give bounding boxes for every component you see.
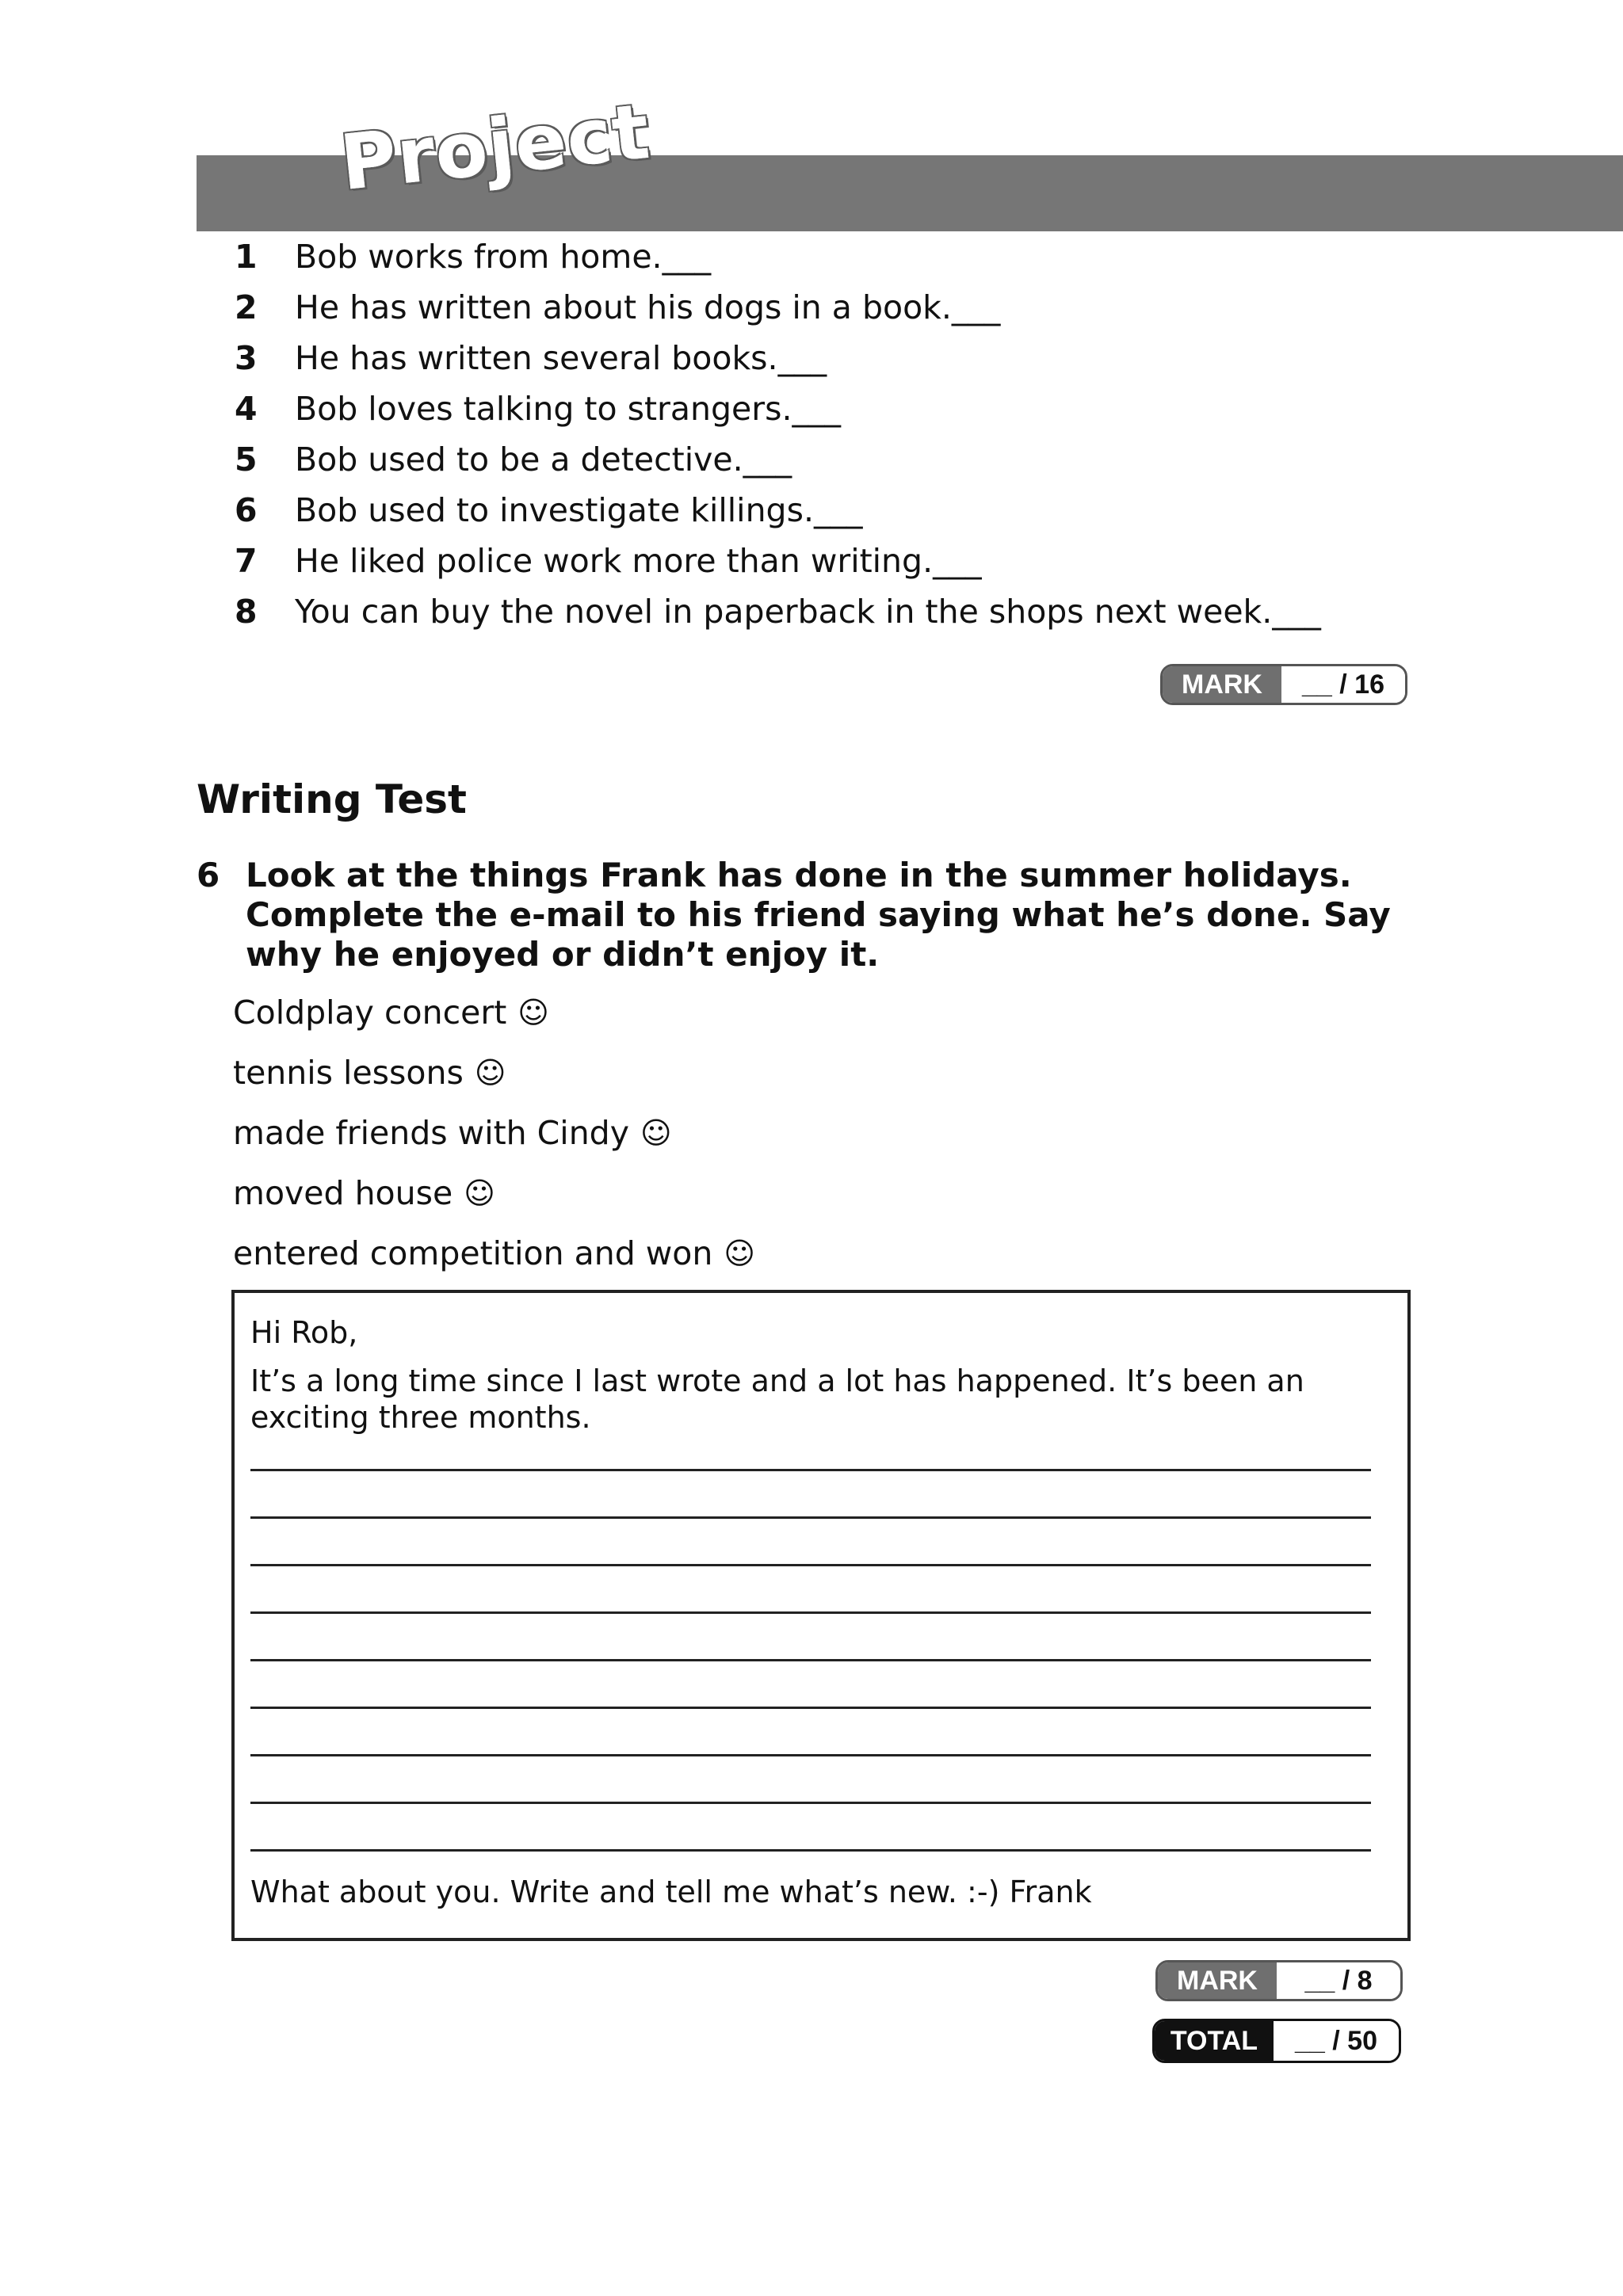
question-item xyxy=(235,333,1321,383)
question-number: 8 xyxy=(235,593,258,631)
writing-line[interactable] xyxy=(250,1516,1371,1519)
project-logo: Project xyxy=(336,86,655,208)
smiley-icon: ☺ xyxy=(517,995,549,1030)
writing-line[interactable] xyxy=(250,1707,1371,1709)
mark-box-reading xyxy=(1160,664,1407,705)
list-item xyxy=(233,982,755,1043)
smiley-icon: ☺ xyxy=(474,1055,506,1090)
task-text: Look at the things Frank has done in the summer holidays. Complete the e-mail to his friend saying what he’s done. Say why he enjoyed or didn’t enjoy it. xyxy=(246,856,1391,974)
question-text: He has written about his dogs in a book.___ xyxy=(295,288,1001,326)
activity-text: entered competition and won xyxy=(233,1234,713,1272)
question-number: 5 xyxy=(235,441,258,479)
question-item xyxy=(235,282,1321,333)
activity-text: tennis lessons xyxy=(233,1054,464,1092)
email-box xyxy=(231,1290,1411,1941)
question-text: Bob works from home.___ xyxy=(295,238,712,276)
writing-line[interactable] xyxy=(250,1802,1371,1804)
smiley-icon: ☺ xyxy=(464,1176,495,1211)
list-item xyxy=(233,1103,755,1163)
email-greeting: Hi Rob, xyxy=(250,1315,358,1350)
question-text: He liked police work more than writing.___ xyxy=(295,542,982,580)
writing-line[interactable] xyxy=(250,1611,1371,1614)
list-item xyxy=(233,1163,755,1223)
question-text: Bob loves talking to strangers.___ xyxy=(295,390,841,428)
writing-line[interactable] xyxy=(250,1564,1371,1566)
writing-line[interactable] xyxy=(250,1659,1371,1661)
writing-line[interactable] xyxy=(250,1754,1371,1756)
question-number: 6 xyxy=(235,491,258,529)
question-number: 2 xyxy=(235,288,258,326)
total-score: __ / 50 xyxy=(1274,2021,1399,2061)
writing-line[interactable] xyxy=(250,1469,1371,1471)
mark-label: MARK xyxy=(1163,666,1281,703)
task-number: 6 xyxy=(197,856,220,894)
mark-score: __ / 16 xyxy=(1281,666,1405,703)
question-text: You can buy the novel in paperback in the shops next week.___ xyxy=(295,593,1321,631)
activity-text: Coldplay concert xyxy=(233,994,507,1032)
question-text: Bob used to be a detective.___ xyxy=(295,441,792,479)
activity-text: made friends with Cindy xyxy=(233,1114,629,1152)
question-text: Bob used to investigate killings.___ xyxy=(295,491,863,529)
smiley-icon: ☺ xyxy=(640,1116,672,1150)
email-closing: What about you. Write and tell me what’s new. :-) Frank xyxy=(250,1875,1092,1909)
mark-box-writing xyxy=(1155,1960,1403,2001)
list-item xyxy=(233,1043,755,1103)
question-item xyxy=(235,586,1321,637)
smiley-icon: ☺ xyxy=(724,1236,755,1271)
total-box xyxy=(1152,2019,1401,2063)
question-item xyxy=(235,383,1321,434)
total-label: TOTAL xyxy=(1155,2021,1274,2061)
question-item xyxy=(235,434,1321,485)
true-false-questions xyxy=(235,231,1321,637)
question-number: 7 xyxy=(235,542,258,580)
writing-line[interactable] xyxy=(250,1849,1371,1852)
section-title: Writing Test xyxy=(197,776,467,822)
mark-label: MARK xyxy=(1158,1962,1277,1999)
list-item xyxy=(233,1223,755,1283)
activity-list xyxy=(233,982,755,1283)
question-number: 1 xyxy=(235,238,258,276)
email-intro: It’s a long time since I last wrote and a lot has happened. It’s been an exciting three months. xyxy=(250,1363,1304,1435)
question-item xyxy=(235,231,1321,282)
question-number: 4 xyxy=(235,390,258,428)
question-item xyxy=(235,536,1321,586)
question-text: He has written several books.___ xyxy=(295,339,827,377)
mark-score: __ / 8 xyxy=(1277,1962,1400,1999)
question-item xyxy=(235,485,1321,536)
activity-text: moved house xyxy=(233,1174,453,1212)
question-number: 3 xyxy=(235,339,258,377)
